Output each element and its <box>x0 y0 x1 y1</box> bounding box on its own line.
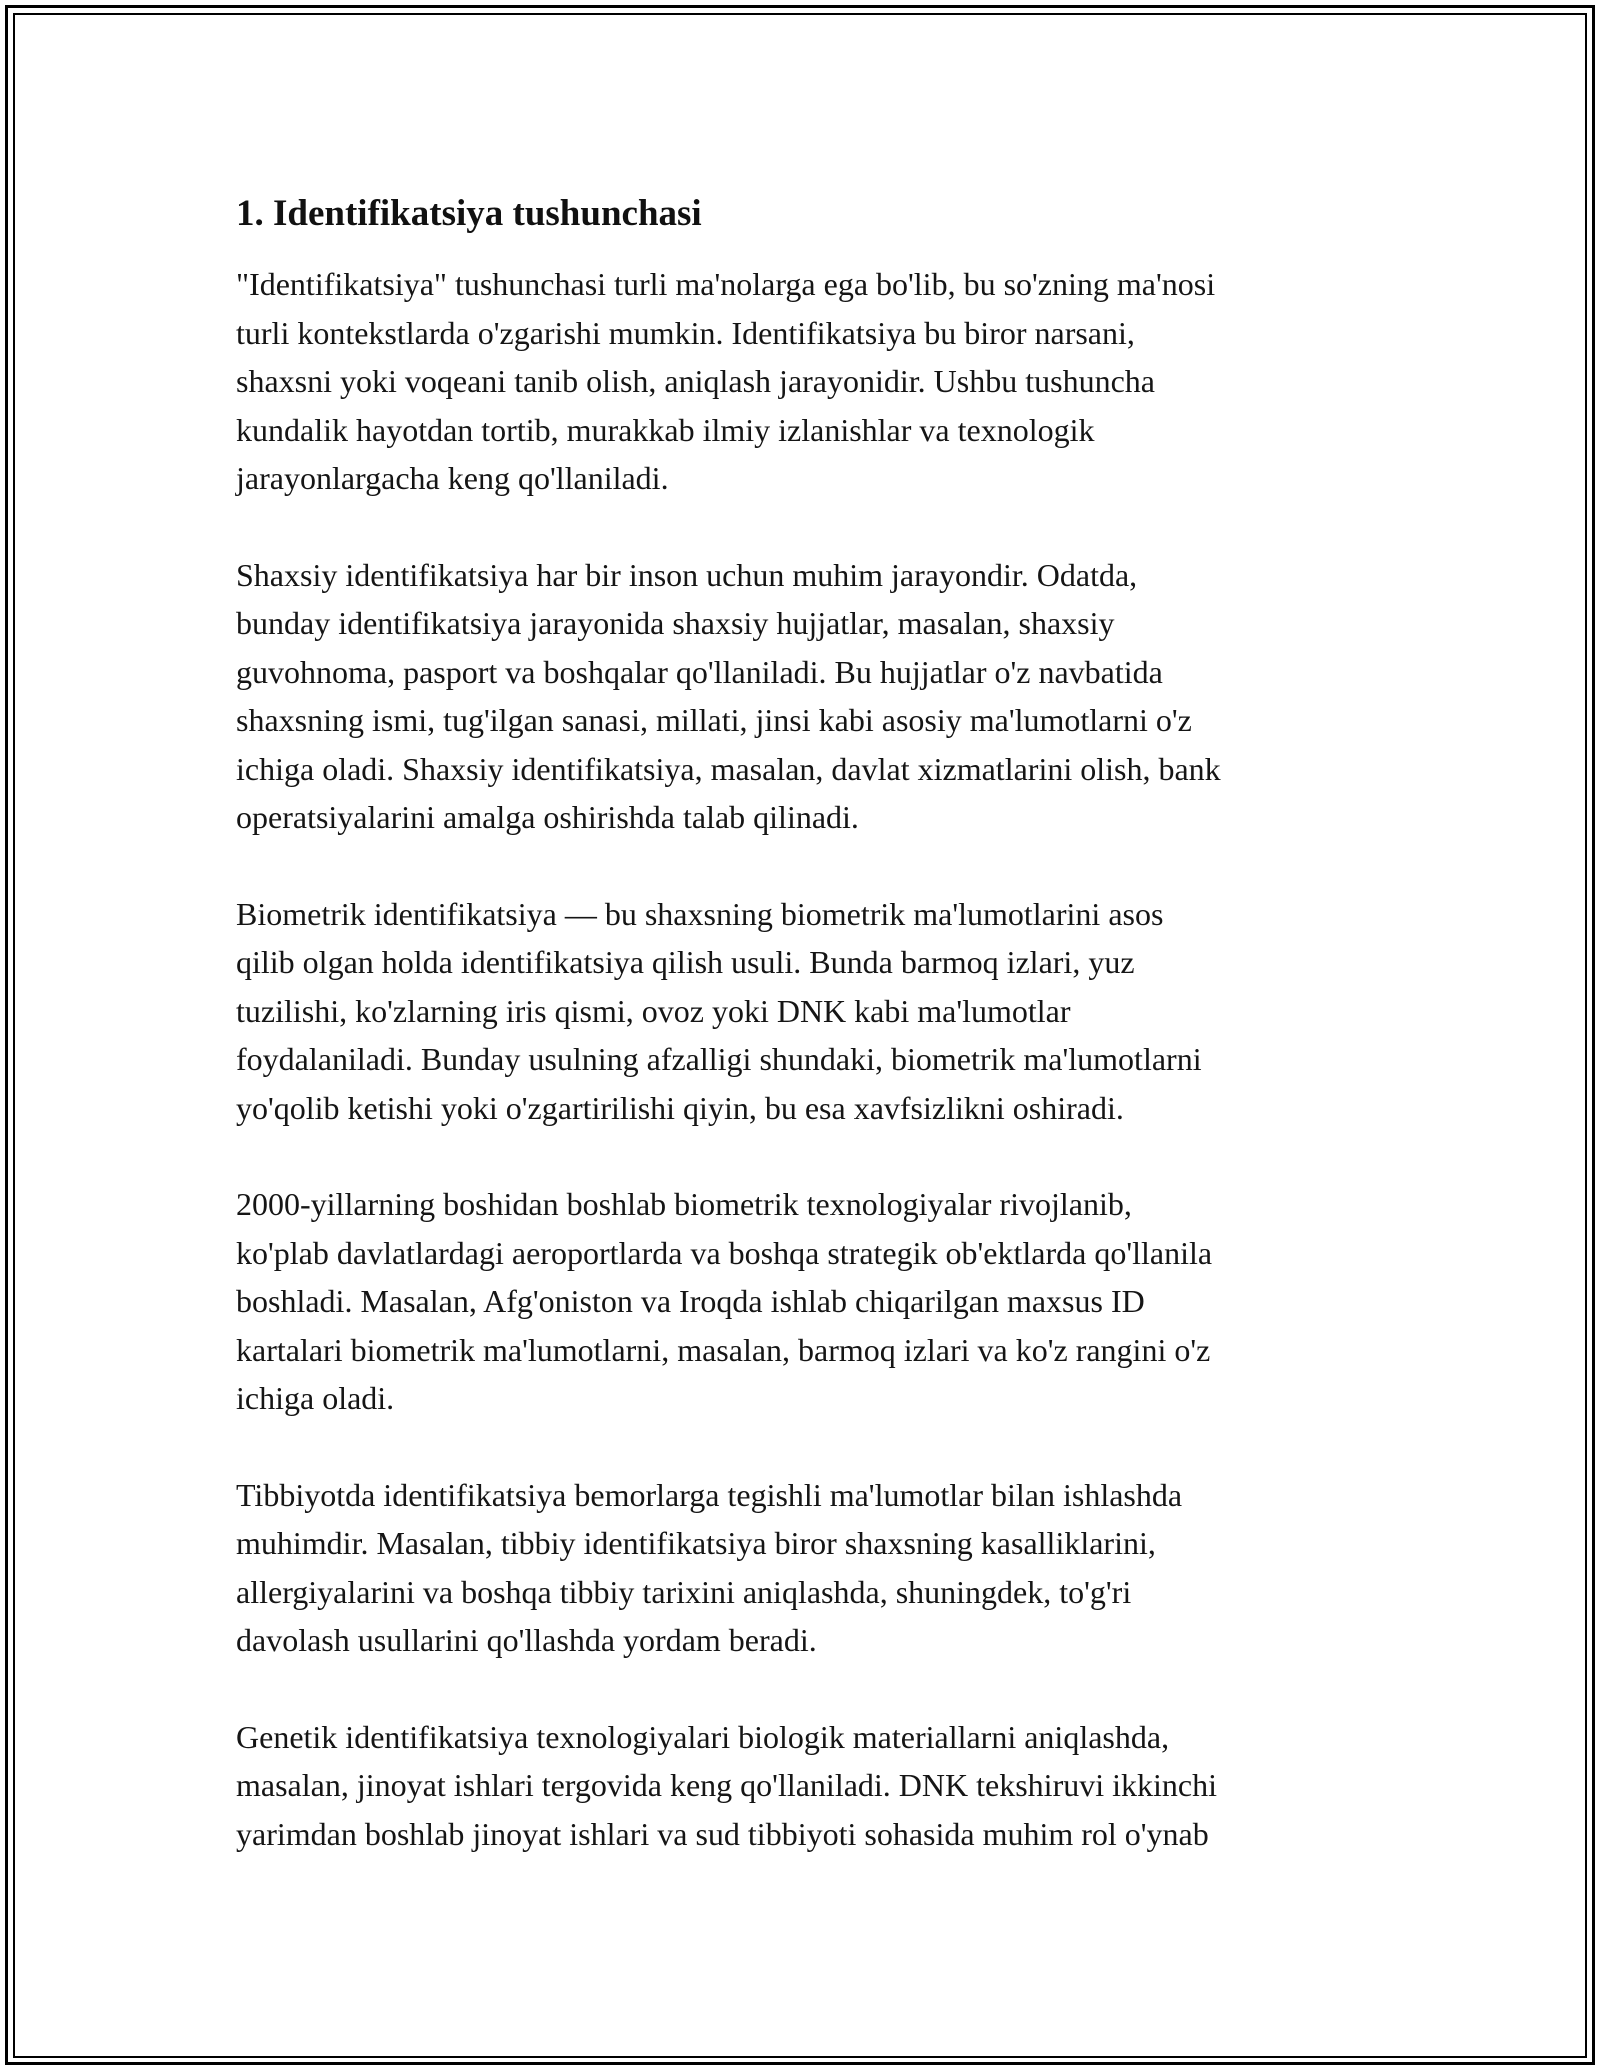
text-line: bunday identifikatsiya jarayonida shaxsiy hujjatlar, masalan, shaxsiy <box>236 605 1115 641</box>
text-line: "Identifikatsiya" tushunchasi turli ma'nolarga ega bo'lib, bu so'zning ma'nosi <box>236 266 1216 302</box>
document-body <box>236 186 1366 1906</box>
section-heading: 1. Identifikatsiya tushunchasi <box>236 193 702 234</box>
paragraph-medical-identification <box>236 1471 1366 1665</box>
text-line: tuzilishi, ko'zlarning iris qismi, ovoz yoki DNK kabi ma'lumotlar <box>236 992 1071 1029</box>
text-line: muhimdir. Masalan, tibbiy identifikatsiya biror shaxsning kasalliklarini, <box>236 1525 1156 1561</box>
text-line: allergiyalarini va boshqa tibbiy tarixini aniqlashda, shuningdek, to'g'ri <box>236 1573 1132 1610</box>
text-line: foydalaniladi. Bunday usulning afzalligi shundaki, biometrik ma'lumotlarni <box>236 1041 1202 1077</box>
text-line: Tibbiyotda identifikatsiya bemorlarga tegishli ma'lumotlar bilan ishlashda <box>236 1476 1183 1513</box>
text-line: shaxsni yoki voqeani tanib olish, aniqlash jarayonidir. Ushbu tushuncha <box>236 363 1155 399</box>
text-line: Shaxsiy identifikatsiya har bir inson uchun muhim jarayondir. Odatda, <box>236 556 1138 593</box>
text-line: davolash usullarini qo'llashda yordam beradi. <box>236 1622 817 1658</box>
text-line: Biometrik identifikatsiya — bu shaxsning biometrik ma'lumotlarini asos <box>236 895 1164 932</box>
text-line: turli kontekstlarda o'zgarishi mumkin. Identifikatsiya bu biror narsani, <box>236 314 1135 351</box>
paragraph-genetic-identification <box>236 1713 1366 1859</box>
paragraph-definition <box>236 260 1366 503</box>
paragraph-biometric-identification <box>236 890 1366 1133</box>
paragraph-personal-identification <box>236 551 1366 842</box>
text-line: kundalik hayotdan tortib, murakkab ilmiy izlanishlar va texnologik <box>236 411 1095 448</box>
paragraph-biometric-history <box>236 1180 1366 1423</box>
text-line: 2000-yillarning boshidan boshlab biometrik texnologiyalar rivojlanib, <box>236 1186 1132 1222</box>
text-line: ko'plab davlatlardagi aeroportlarda va boshqa strategik ob'ektlarda qo'llanila <box>236 1234 1213 1271</box>
text-line: Genetik identifikatsiya texnologiyalari biologik materiallarni aniqlashda, <box>236 1718 1170 1755</box>
text-line: ichiga oladi. <box>236 1380 395 1416</box>
text-line: yo'qolib ketishi yoki o'zgartirilishi qiyin, bu esa xavfsizlikni oshiradi. <box>236 1089 1124 1126</box>
text-line: guvohnoma, pasport va boshqalar qo'llaniladi. Bu hujjatlar o'z navbatida <box>236 653 1163 690</box>
text-line: jarayonlargacha keng qo'llaniladi. <box>236 460 669 496</box>
text-line: shaxsning ismi, tug'ilgan sanasi, millati, jinsi kabi asosiy ma'lumotlarni o'z <box>236 702 1192 738</box>
text-line: yarimdan boshlab jinoyat ishlari va sud tibbiyoti sohasida muhim rol o'ynab <box>236 1815 1209 1852</box>
text-line: kartalari biometrik ma'lumotlarni, masalan, barmoq izlari va ko'z rangini o'z <box>236 1331 1211 1368</box>
text-line: operatsiyalarini amalga oshirishda talab qilinadi. <box>236 799 859 835</box>
text-line: ichiga oladi. Shaxsiy identifikatsiya, masalan, davlat xizmatlarini olish, bank <box>236 750 1221 787</box>
text-line: qilib olgan holda identifikatsiya qilish usuli. Bunda barmoq izlari, yuz <box>236 944 1135 980</box>
text-line: masalan, jinoyat ishlari tergovida keng qo'llaniladi. DNK tekshiruvi ikkinchi <box>236 1767 1217 1803</box>
text-line: boshladi. Masalan, Afg'oniston va Iroqda ishlab chiqarilgan maxsus ID <box>236 1283 1145 1319</box>
